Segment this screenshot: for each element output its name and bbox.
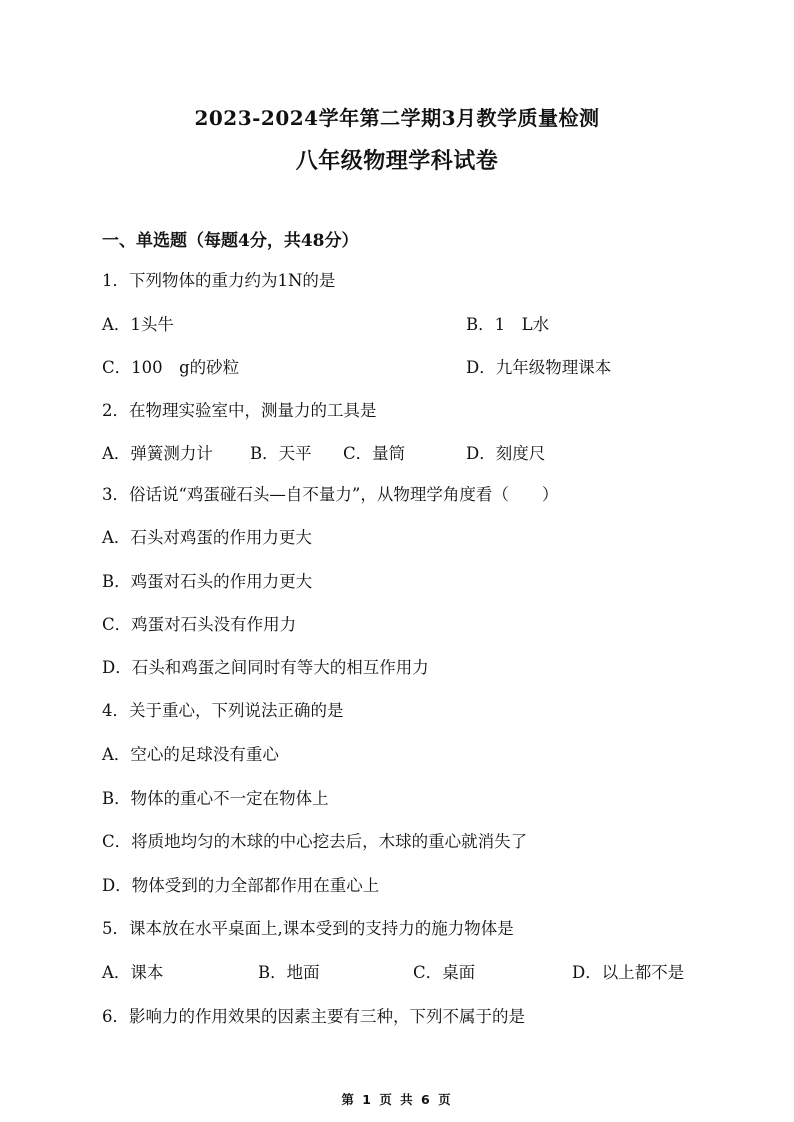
question-2-stem: 2．在物理实验室中，测量力的工具是 <box>102 401 377 420</box>
question-3-option-c: C．鸡蛋对石头没有作用力 <box>102 615 297 634</box>
exam-title: 2023-2024学年第二学期3月教学质量检测 <box>194 106 600 130</box>
question-2-option-b: B．天平 <box>250 444 312 463</box>
question-2-option-a: A．弹簧测力计 <box>102 444 213 463</box>
question-5-option-b: B．地面 <box>258 963 320 982</box>
question-5-option-c: C．桌面 <box>413 963 476 982</box>
question-3-option-b: B．鸡蛋对石头的作用力更大 <box>102 572 313 591</box>
question-4-option-d: D．物体受到的力全部都作用在重心上 <box>102 876 380 895</box>
question-4-option-a: A．空心的足球没有重心 <box>102 745 279 764</box>
question-1-option-c: C．100 g的砂粒 <box>102 358 240 377</box>
question-4-option-b: B．物体的重心不一定在物体上 <box>102 789 329 808</box>
question-4-option-c: C．将质地均匀的木球的中心挖去后，木球的重心就消失了 <box>102 832 528 851</box>
question-3-option-a: A．石头对鸡蛋的作用力更大 <box>102 528 312 547</box>
page-number: 第 1 页 共 6 页 <box>341 1092 453 1107</box>
question-1-stem: 1．下列物体的重力约为1N的是 <box>102 271 336 290</box>
question-5-option-a: A．课本 <box>102 963 164 982</box>
question-3-option-d: D．石头和鸡蛋之间同时有等大的相互作用力 <box>102 658 429 677</box>
question-1-option-d: D．九年级物理课本 <box>466 358 612 377</box>
exam-subtitle: 八年级物理学科试卷 <box>295 148 499 174</box>
question-5-option-d: D．以上都不是 <box>572 963 685 982</box>
question-2-option-c: C．量筒 <box>343 444 406 463</box>
section-heading: 一、单选题（每题4分，共48分） <box>102 231 359 251</box>
question-6-stem: 6．影响力的作用效果的因素主要有三种，下列不属于的是 <box>102 1007 525 1026</box>
question-2-option-d: D．刻度尺 <box>466 444 546 463</box>
question-3-stem: 3．俗话说“鸡蛋碰石头—自不量力”，从物理学角度看（ ） <box>102 485 559 504</box>
question-1-option-a: A．1头牛 <box>102 315 174 334</box>
question-4-stem: 4．关于重心，下列说法正确的是 <box>102 701 344 720</box>
question-5-stem: 5．课本放在水平桌面上,课本受到的支持力的施力物体是 <box>102 919 514 938</box>
question-1-option-b: B．1 L水 <box>466 315 550 334</box>
